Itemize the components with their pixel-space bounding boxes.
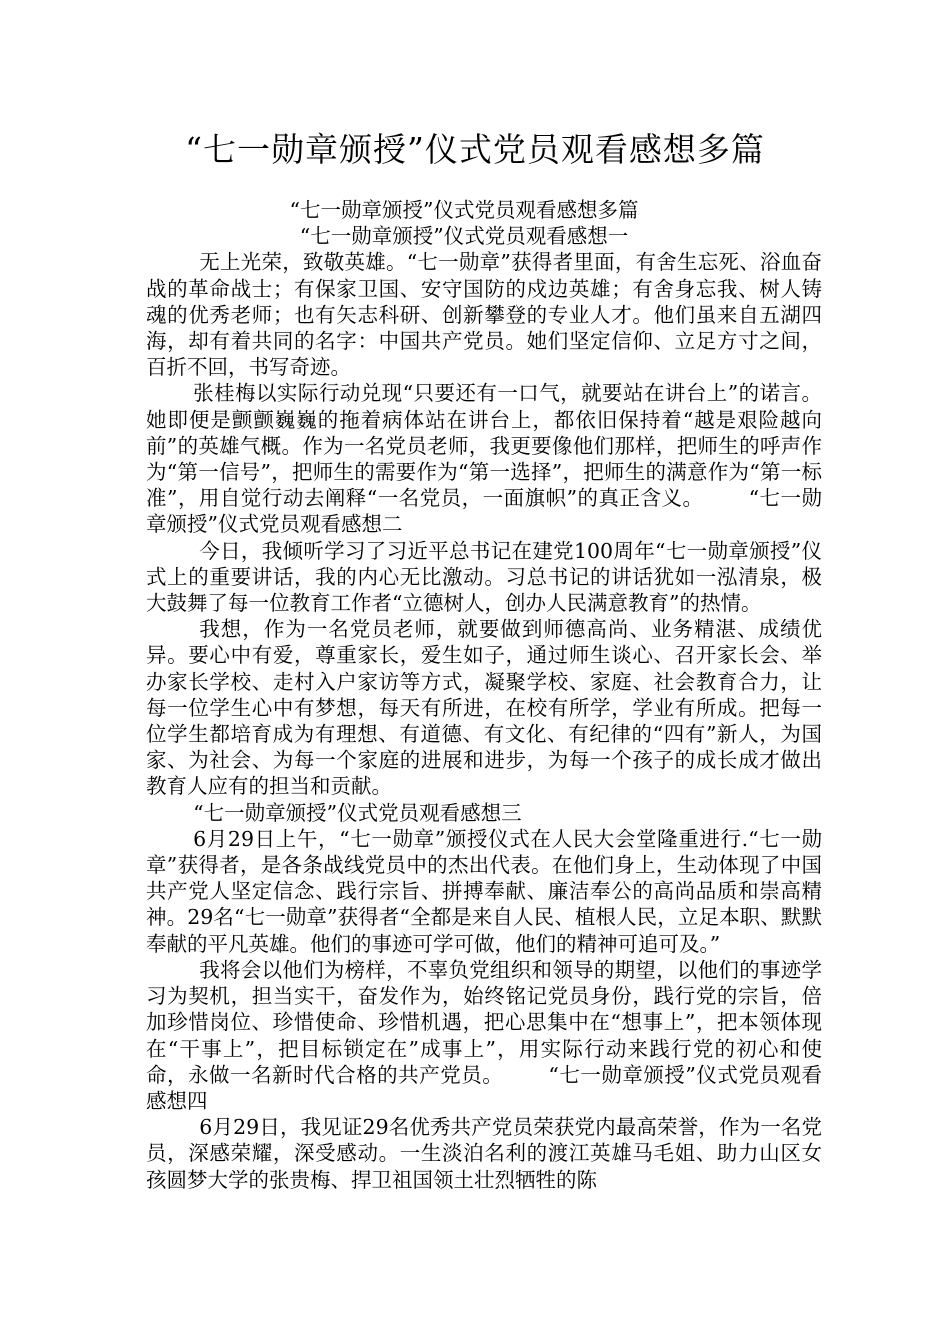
section-heading-2: “七一勋章颁授”仪式党员观看感想二 [146, 486, 822, 537]
section-heading-3: “七一勋章颁授”仪式党员观看感想三 [193, 800, 522, 825]
section-heading-4: “七一勋章颁授”仪式党员观看感想四 [146, 1062, 822, 1113]
paragraph-5: 6月29日上午，“七一勋章”颁授仪式在人民大会堂隆重进行.“七一勋章”获得者，是各条战线党员中的杰出代表。在他们身上，生动体现了中国共产党人坚定信念、践行宗旨、拼搏奉献、廉洁奉公的高尚品质和崇高精神。29名“七一勋章”获得者“全都是来自人民、植根人民，立足本职、默默奉献的平凡英雄。他们的事迹可学可做，他们的精神可追可及。” [146, 826, 822, 956]
document-title: “七一勋章颁授”仪式党员观看感想多篇 [185, 130, 765, 169]
paragraph-3: 今日，我倾听学习了习近平总书记在建党100周年“七一勋章颁授”仪式上的重要讲话，我的内心无比激动。习总书记的讲话犹如一泓清泉，极大鼓舞了每一位教育工作者“立德树人，创办人民满意教育”的热情。 [146, 538, 822, 616]
document-subtitle: “七一勋章颁授”仪式党员观看感想多篇 [289, 198, 639, 222]
paragraph-6 [146, 957, 822, 1114]
paragraph-7: 6月29日，我见证29名优秀共产党员荣获党内最高荣誉，作为一名党员，深感荣耀，深受感动。一生淡泊名利的渡江英雄马毛姐、助力山区女孩圆梦大学的张贵梅、捍卫祖国领土壮烈牺牲的陈 [146, 1115, 822, 1192]
document-body [146, 197, 822, 1193]
paragraph-2 [146, 380, 822, 537]
paragraph-4: 我想，作为一名党员老师，就要做到师德高尚、业务精湛、成绩优异。要心中有爱，尊重家长，爱生如子，通过师生谈心、召开家长会、举办家长学校、走村入户家访等方式，凝聚学校、家庭、社会教育合力，让每一位学生心中有梦想，每天有所进，在校有所学，学业有所成。把每一位学生都培育成为有理想、有道德、有文化、有纪律的“四有”新人，为国家、为社会、为每一个家庭的进展和进步，为每一个孩子的成长成才做出教育人应有的担当和贡献。 [146, 617, 822, 799]
section-heading-1: “七一勋章颁授”仪式党员观看感想一 [299, 224, 629, 249]
paragraph-1: 无上光荣，致敬英雄。“七一勋章”获得者里面，有舍生忘死、浴血奋战的革命战士；有保家卫国、安守国防的戍边英雄；有舍身忘我、树人铸魂的优秀老师；也有矢志科研、创新攀登的专业人才。他们虽来自五湖四海，却有着共同的名字：中国共产党员。她们坚定信仰、立足方寸之间，百折不回，书写奇迹。 [146, 250, 822, 380]
paragraph-2-text: 张桂梅以实际行动兑现“只要还有一口气，就要站在讲台上”的诺言。她即便是颤颤巍巍的拖着病体站在讲台上，都依旧保持着“越是艰险越向前”的英雄气概。作为一名党员老师，我更要像他们那样，把师生的呼声作为“第一信号”，把师生的需要作为“第一选择”，把师生的满意作为“第一标准”，用自觉行动去阐释“一名党员，一面旗帜”的真正含义。 [146, 381, 822, 511]
paragraph-6-text: 我将会以他们为榜样，不辜负党组织和领导的期望，以他们的事迹学习为契机，担当实干，奋发作为，始终铭记党员身份，践行党的宗旨，倍加珍惜岗位、珍惜使命、珍惜机遇，把心思集中在“想事上”，把本领体现在“干事上”，把目标锁定在”成事上”，用实际行动来践行党的初心和使命，永做一名新时代合格的共产党员。 [146, 957, 822, 1087]
